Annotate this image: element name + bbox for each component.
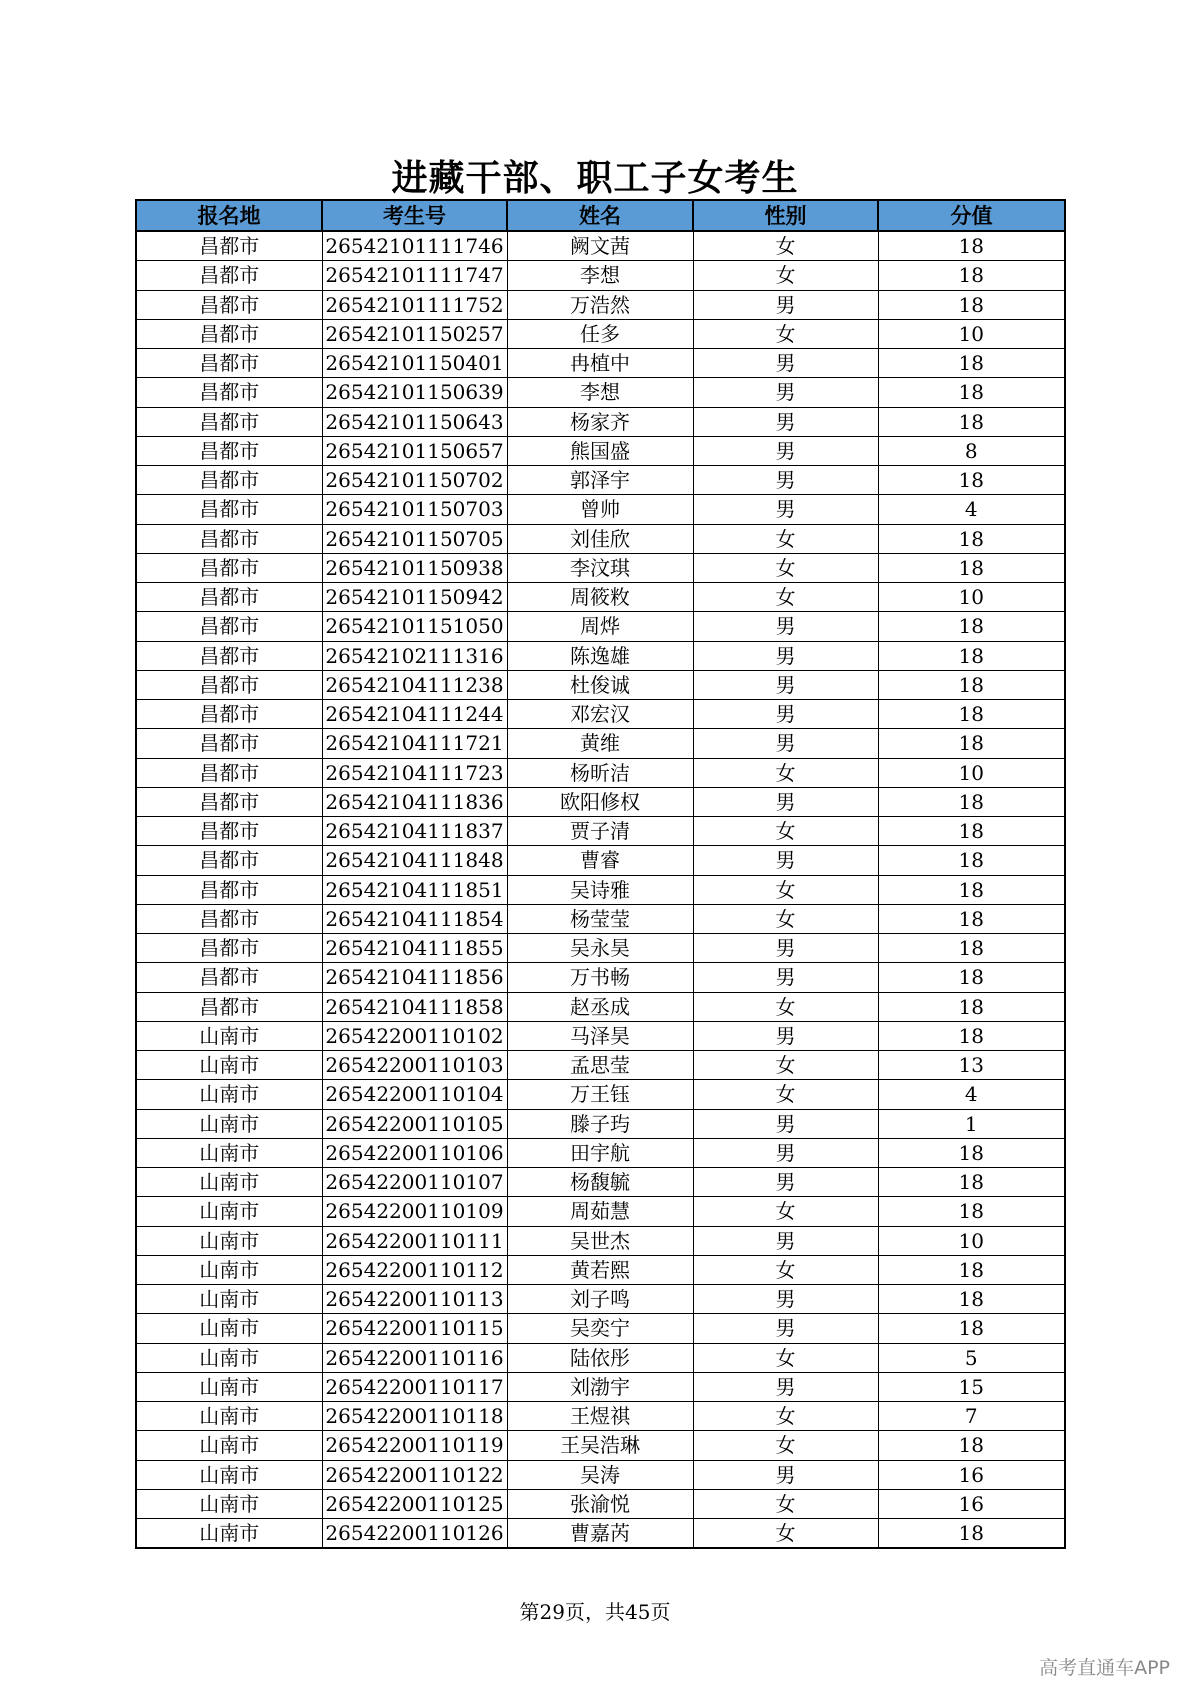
table-cell: 26542101111752 — [322, 290, 507, 319]
table-cell: 杨馥毓 — [507, 1168, 693, 1197]
table-cell: 1 — [878, 1109, 1065, 1138]
table-cell: 18 — [878, 1255, 1065, 1284]
table-cell: 昌都市 — [136, 641, 322, 670]
table-cell: 曹嘉芮 — [507, 1519, 693, 1549]
table-body — [136, 231, 1065, 1548]
table-cell: 昌都市 — [136, 612, 322, 641]
table-cell: 陆依彤 — [507, 1343, 693, 1372]
table-cell: 山南市 — [136, 1226, 322, 1255]
table-row — [136, 612, 1065, 641]
table-row — [136, 1431, 1065, 1460]
candidate-table — [135, 199, 1066, 1549]
table-cell: 周烨 — [507, 612, 693, 641]
table-cell: 冉植中 — [507, 349, 693, 378]
table-cell: 女 — [693, 758, 878, 787]
table-cell: 26542104111723 — [322, 758, 507, 787]
table-cell: 昌都市 — [136, 495, 322, 524]
table-row — [136, 1402, 1065, 1431]
table-cell: 18 — [878, 612, 1065, 641]
table-cell: 刘佳欣 — [507, 524, 693, 553]
table-cell: 男 — [693, 670, 878, 699]
table-cell: 李想 — [507, 378, 693, 407]
table-cell: 26542200110107 — [322, 1168, 507, 1197]
table-cell: 万书畅 — [507, 963, 693, 992]
table-row — [136, 553, 1065, 582]
table-cell: 万浩然 — [507, 290, 693, 319]
table-cell: 昌都市 — [136, 992, 322, 1021]
table-cell: 26542200110117 — [322, 1372, 507, 1401]
table-cell: 男 — [693, 1314, 878, 1343]
table-cell: 26542101150643 — [322, 407, 507, 436]
table-cell: 18 — [878, 729, 1065, 758]
table-cell: 男 — [693, 290, 878, 319]
table-cell: 26542101111747 — [322, 261, 507, 290]
table-cell: 山南市 — [136, 1168, 322, 1197]
table-cell: 男 — [693, 349, 878, 378]
table-cell: 18 — [878, 1431, 1065, 1460]
table-cell: 刘子鸣 — [507, 1285, 693, 1314]
table-cell: 王煜祺 — [507, 1402, 693, 1431]
table-cell: 昌都市 — [136, 407, 322, 436]
table-row — [136, 466, 1065, 495]
table-cell: 昌都市 — [136, 758, 322, 787]
table-cell: 男 — [693, 1168, 878, 1197]
table-row — [136, 583, 1065, 612]
table-cell: 山南市 — [136, 1051, 322, 1080]
table-cell: 万王钰 — [507, 1080, 693, 1109]
table-cell: 昌都市 — [136, 934, 322, 963]
table-cell: 4 — [878, 495, 1065, 524]
table-row — [136, 758, 1065, 787]
table-cell: 26542101150657 — [322, 436, 507, 465]
table-cell: 26542200110104 — [322, 1080, 507, 1109]
column-header: 考生号 — [322, 200, 507, 231]
table-cell: 山南市 — [136, 1255, 322, 1284]
table-cell: 女 — [693, 1431, 878, 1460]
table-row — [136, 700, 1065, 729]
table-cell: 18 — [878, 553, 1065, 582]
table-cell: 山南市 — [136, 1021, 322, 1050]
table-cell: 王吴浩琳 — [507, 1431, 693, 1460]
table-cell: 26542200110111 — [322, 1226, 507, 1255]
table-cell: 18 — [878, 875, 1065, 904]
table-row — [136, 495, 1065, 524]
table-cell: 18 — [878, 261, 1065, 290]
table-row — [136, 1314, 1065, 1343]
table-cell: 山南市 — [136, 1285, 322, 1314]
table-cell: 18 — [878, 846, 1065, 875]
table-cell: 男 — [693, 1109, 878, 1138]
table-cell: 昌都市 — [136, 583, 322, 612]
table-cell: 26542104111836 — [322, 787, 507, 816]
table-cell: 26542200110115 — [322, 1314, 507, 1343]
table-cell: 女 — [693, 992, 878, 1021]
table-cell: 男 — [693, 729, 878, 758]
table-cell: 10 — [878, 758, 1065, 787]
table-cell: 18 — [878, 1021, 1065, 1050]
table-cell: 26542101150702 — [322, 466, 507, 495]
table-cell: 26542200110116 — [322, 1343, 507, 1372]
table-cell: 山南市 — [136, 1489, 322, 1518]
table-row — [136, 1255, 1065, 1284]
table-cell: 马泽昊 — [507, 1021, 693, 1050]
table-cell: 女 — [693, 1343, 878, 1372]
table-cell: 山南市 — [136, 1372, 322, 1401]
table-cell: 26542104111856 — [322, 963, 507, 992]
table-row — [136, 1021, 1065, 1050]
table-cell: 女 — [693, 817, 878, 846]
table-cell: 昌都市 — [136, 466, 322, 495]
table-cell: 昌都市 — [136, 319, 322, 348]
table-cell: 10 — [878, 1226, 1065, 1255]
table-cell: 26542200110125 — [322, 1489, 507, 1518]
table-cell: 曾帅 — [507, 495, 693, 524]
table-cell: 山南市 — [136, 1197, 322, 1226]
table-cell: 昌都市 — [136, 261, 322, 290]
table-cell: 18 — [878, 524, 1065, 553]
table-cell: 山南市 — [136, 1080, 322, 1109]
table-cell: 5 — [878, 1343, 1065, 1372]
table-cell: 15 — [878, 1372, 1065, 1401]
table-cell: 女 — [693, 261, 878, 290]
table-cell: 18 — [878, 1519, 1065, 1549]
table-cell: 26542200110119 — [322, 1431, 507, 1460]
table-cell: 女 — [693, 1402, 878, 1431]
table-cell: 陈逸雄 — [507, 641, 693, 670]
table-row — [136, 290, 1065, 319]
table-cell: 男 — [693, 1226, 878, 1255]
table-cell: 26542200110122 — [322, 1460, 507, 1489]
table-cell: 18 — [878, 1138, 1065, 1167]
table-cell: 男 — [693, 466, 878, 495]
table-cell: 18 — [878, 963, 1065, 992]
table-cell: 昌都市 — [136, 349, 322, 378]
table-cell: 16 — [878, 1460, 1065, 1489]
table-cell: 女 — [693, 319, 878, 348]
table-row — [136, 934, 1065, 963]
table-cell: 18 — [878, 466, 1065, 495]
table-cell: 26542101150401 — [322, 349, 507, 378]
table-cell: 男 — [693, 1460, 878, 1489]
table-cell: 26542200110103 — [322, 1051, 507, 1080]
table-row — [136, 1460, 1065, 1489]
table-cell: 26542101150938 — [322, 553, 507, 582]
table-cell: 男 — [693, 787, 878, 816]
table-cell: 山南市 — [136, 1343, 322, 1372]
table-cell: 女 — [693, 1489, 878, 1518]
table-cell: 昌都市 — [136, 553, 322, 582]
table-cell: 昌都市 — [136, 904, 322, 933]
table-cell: 黄维 — [507, 729, 693, 758]
table-cell: 贾子清 — [507, 817, 693, 846]
table-row — [136, 1343, 1065, 1372]
table-cell: 10 — [878, 583, 1065, 612]
table-cell: 26542200110106 — [322, 1138, 507, 1167]
table-cell: 26542200110102 — [322, 1021, 507, 1050]
table-cell: 杨家齐 — [507, 407, 693, 436]
table-cell: 18 — [878, 290, 1065, 319]
table-cell: 10 — [878, 319, 1065, 348]
column-header: 姓名 — [507, 200, 693, 231]
table-cell: 26542200110105 — [322, 1109, 507, 1138]
table-row — [136, 875, 1065, 904]
table-row — [136, 729, 1065, 758]
table-cell: 滕子玙 — [507, 1109, 693, 1138]
table-cell: 男 — [693, 1021, 878, 1050]
table-row — [136, 846, 1065, 875]
page-number: 第29页，共45页 — [519, 1600, 671, 1624]
table-cell: 18 — [878, 1168, 1065, 1197]
table-cell: 18 — [878, 700, 1065, 729]
table-cell: 26542104111244 — [322, 700, 507, 729]
table-cell: 女 — [693, 1519, 878, 1549]
table-cell: 18 — [878, 934, 1065, 963]
table-cell: 18 — [878, 407, 1065, 436]
table-cell: 18 — [878, 787, 1065, 816]
table-cell: 26542104111855 — [322, 934, 507, 963]
table-cell: 昌都市 — [136, 290, 322, 319]
table-cell: 山南市 — [136, 1138, 322, 1167]
column-header: 性别 — [693, 200, 878, 231]
table-cell: 孟思莹 — [507, 1051, 693, 1080]
table-cell: 男 — [693, 1138, 878, 1167]
table-cell: 昌都市 — [136, 378, 322, 407]
table-row — [136, 787, 1065, 816]
table-cell: 杜俊诚 — [507, 670, 693, 699]
table-cell: 男 — [693, 934, 878, 963]
table-cell: 昌都市 — [136, 729, 322, 758]
table-cell: 女 — [693, 231, 878, 261]
table-cell: 18 — [878, 670, 1065, 699]
table-cell: 女 — [693, 583, 878, 612]
table-cell: 昌都市 — [136, 817, 322, 846]
table-cell: 阙文茜 — [507, 231, 693, 261]
table-cell: 昌都市 — [136, 875, 322, 904]
table-cell: 26542101111746 — [322, 231, 507, 261]
table-cell: 男 — [693, 700, 878, 729]
table-cell: 杨莹莹 — [507, 904, 693, 933]
table-cell: 26542102111316 — [322, 641, 507, 670]
column-header: 分值 — [878, 200, 1065, 231]
table-header — [136, 200, 1065, 231]
table-cell: 18 — [878, 349, 1065, 378]
table-cell: 山南市 — [136, 1460, 322, 1489]
table-cell: 田宇航 — [507, 1138, 693, 1167]
table-row — [136, 1080, 1065, 1109]
table-cell: 吴诗雅 — [507, 875, 693, 904]
table-row — [136, 1372, 1065, 1401]
table-row — [136, 1197, 1065, 1226]
table-cell: 男 — [693, 407, 878, 436]
table-cell: 山南市 — [136, 1519, 322, 1549]
table-cell: 26542104111837 — [322, 817, 507, 846]
table-cell: 张渝悦 — [507, 1489, 693, 1518]
table-cell: 26542200110112 — [322, 1255, 507, 1284]
table-cell: 26542104111858 — [322, 992, 507, 1021]
table-cell: 女 — [693, 1080, 878, 1109]
table-cell: 李汶琪 — [507, 553, 693, 582]
table-cell: 郭泽宇 — [507, 466, 693, 495]
table-row — [136, 407, 1065, 436]
table-row — [136, 1285, 1065, 1314]
table-cell: 欧阳修权 — [507, 787, 693, 816]
table-cell: 吴世杰 — [507, 1226, 693, 1255]
table-row — [136, 378, 1065, 407]
table-cell: 男 — [693, 1285, 878, 1314]
table-row — [136, 904, 1065, 933]
table-cell: 女 — [693, 1197, 878, 1226]
table-cell: 昌都市 — [136, 436, 322, 465]
table-cell: 熊国盛 — [507, 436, 693, 465]
table-row — [136, 817, 1065, 846]
table-cell: 黄若熙 — [507, 1255, 693, 1284]
table-cell: 26542200110113 — [322, 1285, 507, 1314]
table-cell: 26542104111721 — [322, 729, 507, 758]
table-cell: 男 — [693, 846, 878, 875]
table-cell: 18 — [878, 1285, 1065, 1314]
table-row — [136, 1051, 1065, 1080]
table-cell: 女 — [693, 1051, 878, 1080]
table-cell: 刘渤宇 — [507, 1372, 693, 1401]
table-cell: 26542104111848 — [322, 846, 507, 875]
table-row — [136, 524, 1065, 553]
table-cell: 女 — [693, 904, 878, 933]
table-cell: 26542101150639 — [322, 378, 507, 407]
table-cell: 昌都市 — [136, 963, 322, 992]
table-cell: 男 — [693, 495, 878, 524]
table-row — [136, 1138, 1065, 1167]
page-title: 进藏干部、职工子女考生 — [391, 158, 799, 199]
table-row — [136, 1519, 1065, 1549]
table-row — [136, 1109, 1065, 1138]
table-cell: 7 — [878, 1402, 1065, 1431]
table-cell: 昌都市 — [136, 700, 322, 729]
table-cell: 男 — [693, 963, 878, 992]
table-cell: 昌都市 — [136, 787, 322, 816]
table-row — [136, 231, 1065, 261]
table-cell: 18 — [878, 1197, 1065, 1226]
table-cell: 山南市 — [136, 1109, 322, 1138]
table-cell: 26542101150703 — [322, 495, 507, 524]
table-cell: 男 — [693, 378, 878, 407]
table-row — [136, 319, 1065, 348]
table-cell: 吴奕宁 — [507, 1314, 693, 1343]
table-cell: 4 — [878, 1080, 1065, 1109]
table-cell: 曹睿 — [507, 846, 693, 875]
table-cell: 山南市 — [136, 1314, 322, 1343]
table-cell: 26542200110126 — [322, 1519, 507, 1549]
table-cell: 26542101150705 — [322, 524, 507, 553]
table-cell: 男 — [693, 641, 878, 670]
table-cell: 26542101151050 — [322, 612, 507, 641]
table-cell: 26542200110118 — [322, 1402, 507, 1431]
table-row — [136, 992, 1065, 1021]
table-cell: 13 — [878, 1051, 1065, 1080]
table-cell: 26542104111854 — [322, 904, 507, 933]
table-cell: 18 — [878, 817, 1065, 846]
table-cell: 周筱敉 — [507, 583, 693, 612]
table-cell: 昌都市 — [136, 846, 322, 875]
table-cell: 18 — [878, 378, 1065, 407]
table-cell: 16 — [878, 1489, 1065, 1518]
table-cell: 昌都市 — [136, 670, 322, 699]
table-cell: 8 — [878, 436, 1065, 465]
table-cell: 26542104111238 — [322, 670, 507, 699]
table-row — [136, 1226, 1065, 1255]
table-row — [136, 261, 1065, 290]
table-row — [136, 1489, 1065, 1518]
table-cell: 26542200110109 — [322, 1197, 507, 1226]
table-cell: 杨昕洁 — [507, 758, 693, 787]
table-cell: 男 — [693, 436, 878, 465]
table-cell: 昌都市 — [136, 231, 322, 261]
table-cell: 男 — [693, 612, 878, 641]
table-cell: 18 — [878, 231, 1065, 261]
table-cell: 女 — [693, 553, 878, 582]
watermark: 高考直通车APP — [1039, 1657, 1170, 1679]
table-cell: 山南市 — [136, 1402, 322, 1431]
table-cell: 女 — [693, 524, 878, 553]
table-row — [136, 1168, 1065, 1197]
table-row — [136, 436, 1065, 465]
table-cell: 女 — [693, 875, 878, 904]
header-row — [136, 200, 1065, 231]
table-cell: 18 — [878, 1314, 1065, 1343]
table-cell: 赵丞成 — [507, 992, 693, 1021]
table-cell: 26542101150942 — [322, 583, 507, 612]
table-cell: 邓宏汉 — [507, 700, 693, 729]
table-row — [136, 349, 1065, 378]
table-cell: 昌都市 — [136, 524, 322, 553]
table-cell: 26542101150257 — [322, 319, 507, 348]
column-header: 报名地 — [136, 200, 322, 231]
table-row — [136, 670, 1065, 699]
table-cell: 女 — [693, 1255, 878, 1284]
table-row — [136, 963, 1065, 992]
table-cell: 18 — [878, 992, 1065, 1021]
table-cell: 26542104111851 — [322, 875, 507, 904]
table-cell: 18 — [878, 641, 1065, 670]
table-cell: 18 — [878, 904, 1065, 933]
table-cell: 吴涛 — [507, 1460, 693, 1489]
table-cell: 吴永昊 — [507, 934, 693, 963]
table-cell: 李想 — [507, 261, 693, 290]
table-cell: 周茹慧 — [507, 1197, 693, 1226]
table-cell: 山南市 — [136, 1431, 322, 1460]
table-row — [136, 641, 1065, 670]
table-cell: 男 — [693, 1372, 878, 1401]
table-cell: 任多 — [507, 319, 693, 348]
